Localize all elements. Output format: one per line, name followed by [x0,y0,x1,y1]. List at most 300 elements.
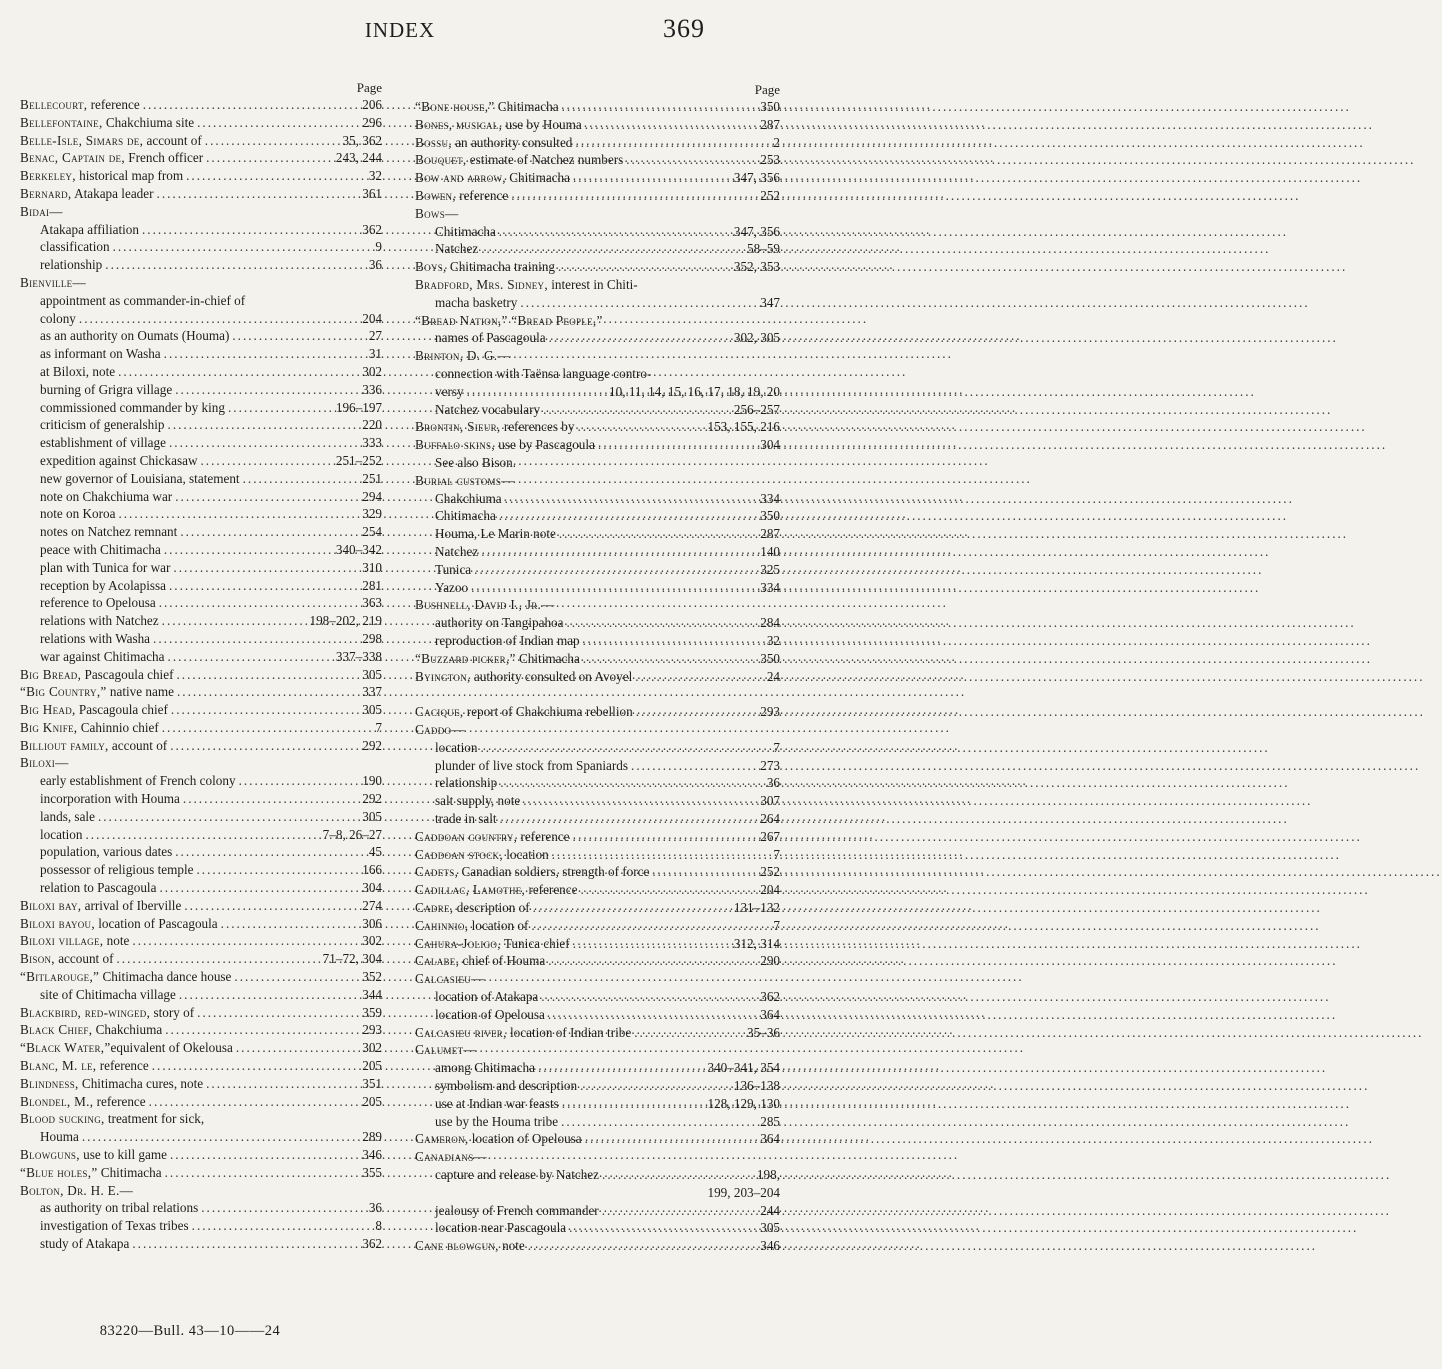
index-entry [415,561,780,579]
dot-leader [169,577,359,595]
entry-text [415,169,570,187]
entry-description: native name [106,684,174,700]
index-entry [415,187,780,205]
index-entry [415,205,780,223]
dot-leader [549,329,731,347]
entry-text [20,1146,167,1164]
index-entry [20,861,382,879]
dot-leader [206,1075,359,1093]
index-entry [415,276,780,294]
entry-text [20,1057,149,1075]
entry-description: Chitimacha [505,170,570,186]
entry-text [415,472,515,490]
entry-description: war against Chitimacha [40,648,165,664]
entry-heading: Bowen, [415,187,456,203]
page-reference: 7 [773,739,780,755]
index-entry [415,454,780,472]
page-reference: 243, 244 [335,150,382,166]
dot-leader [221,915,360,933]
page-reference: 350 [760,650,780,666]
entry-text [40,327,229,345]
entry-heading: Burial customs— [415,472,515,488]
entry-heading: Blondel, M., [20,1093,94,1109]
index-entry [20,149,382,167]
dot-leader [173,559,359,577]
dot-leader [206,149,333,167]
index-entry [415,258,780,276]
index-entry [20,808,382,826]
dot-leader [180,523,359,541]
entry-description: criticism of generalship [40,417,165,433]
dot-leader [186,167,366,185]
index-entry [20,897,382,915]
dot-leader [162,719,373,737]
dot-leader [200,452,332,470]
page-reference: 2 [773,134,780,150]
entry-description: relations with Natchez [40,613,159,629]
dot-leader [232,327,365,345]
page-reference: 347 [760,294,780,310]
entry-description: description of [453,900,530,916]
page-reference: 329 [362,506,382,522]
entry-text [20,96,140,114]
index-entry [20,203,382,221]
entry-heading: Calcasieu— [415,971,485,987]
dot-leader [538,1059,704,1077]
page-reference: 244 [760,1202,780,1218]
dot-leader [177,683,359,701]
index-entry [20,1164,382,1182]
dot-leader [575,134,770,152]
dot-leader [580,881,757,899]
index-entry [20,915,382,933]
entry-text [40,221,139,239]
index-entry [20,399,382,417]
dot-leader [561,1113,757,1131]
entry-description: use by the Houma tribe [435,1113,559,1129]
entry-heading: Cameron, [415,1131,469,1147]
entry-description: note on Chakchiuma war [40,488,173,504]
entry-description: incorporation with Houma [40,791,180,807]
page-reference: 252 [760,864,780,880]
page-reference: 256–257 [733,401,780,417]
entry-description: location of Opelousa [435,1006,545,1022]
index-entry [20,594,382,612]
page-reference: 305 [760,1220,780,1236]
entry-text [415,917,528,935]
entry-heading: Buffalo skins, [415,437,495,453]
entry-text [20,754,69,772]
entry-description: study of Atakapa [40,1236,130,1251]
page-reference: 264 [760,811,780,827]
page-reference: 347, 356 [733,170,780,186]
entry-text [415,899,530,917]
entry-description: establishment of village [40,435,166,451]
entry-text [40,416,165,434]
dot-leader [499,223,731,241]
index-entry [415,169,780,187]
entry-text [40,986,176,1004]
entry-heading: Caddoan country, [415,828,518,844]
entry-text [20,897,181,915]
entry-text [40,790,180,808]
page-reference: 32 [368,168,382,184]
page-reference: 128, 129, 130 [707,1095,780,1111]
dot-leader [520,294,757,312]
page-reference: 58–59 [747,241,780,257]
entry-description: salt supply, note [435,793,521,809]
entry-text [40,861,193,879]
index-entry [20,310,382,328]
dot-leader [585,116,758,134]
entry-description: Houma, Le Marin note [435,526,556,542]
page-reference: 204 [362,310,382,326]
entry-description: chief of Houma [459,953,546,969]
page-reference: 7 [375,719,382,735]
page-reference: 298 [362,630,382,646]
dot-leader [543,401,731,419]
entry-description: location [435,739,478,755]
entry-text [20,1110,204,1128]
dot-leader [511,187,757,205]
dot-leader [505,490,758,508]
index-entry [20,1182,382,1200]
entry-description: connection with Taënsa language contro- [435,365,652,381]
index-entry [415,774,780,792]
entry-description: relations with Washa [40,630,151,646]
index-entry [415,507,780,525]
dot-leader [236,1039,359,1057]
index-entry [20,772,382,790]
index-entry [20,666,382,684]
entry-text [415,668,632,686]
entry-heading: Cadre, [415,900,454,916]
entry-description: investigation of Texas tribes [40,1218,189,1234]
dot-leader [179,986,359,1004]
entry-text [435,1095,559,1113]
page-reference: 312, 314 [733,935,780,951]
entry-text [435,579,468,597]
entry-text [40,363,115,381]
page-reference: 254 [362,524,382,540]
index-entry [415,1077,780,1095]
entry-description: among Chitimacha [435,1060,535,1076]
index-entry [415,543,780,561]
dot-leader [562,98,758,116]
index-entry [20,1004,382,1022]
entry-description: report of Chakchiuma rebellion [463,704,633,720]
entry-heading: Calabe, [415,953,460,969]
dot-leader [573,169,731,187]
dot-leader [157,185,360,203]
entry-description: appointment as commander-in-chief of [40,292,246,308]
entry-description: reproduction of Indian map [435,632,580,648]
entry-text [40,612,159,630]
dot-leader [162,612,307,630]
dot-leader [164,541,333,559]
entry-description: capture and release by Natchez [435,1167,600,1183]
index-entry [415,846,780,864]
entry-description: equivalent of Okelousa [110,1040,233,1056]
dot-leader [573,828,758,846]
entry-heading: Bellefontaine, [20,114,103,130]
entry-text [415,436,595,454]
page-reference: 205 [362,1058,382,1074]
entry-text [415,418,574,436]
page-reference: 347, 356 [733,223,780,239]
page-reference: 362 [362,1236,382,1251]
dot-leader [165,1164,360,1182]
entry-text [435,739,477,757]
entry-text [40,772,236,790]
entry-text [20,1093,146,1111]
page-reference: 302 [362,363,382,379]
entry-text [415,205,458,223]
page-reference: 36 [368,1200,382,1216]
entry-heading: Brinton, D. G.— [415,348,511,364]
index-entry [415,223,780,241]
entry-description: population, various dates [40,844,173,860]
page-reference: 290 [760,953,780,969]
dot-leader [558,258,731,276]
page-reference: 251 [362,470,382,486]
page-column-label: Page [754,82,780,97]
dot-leader [143,96,360,114]
entry-description: Chakchiuma site [102,114,195,130]
entry-text [40,505,115,523]
index-entry [415,1148,780,1166]
entry-description: Chakchiuma [435,490,502,506]
entry-text [435,490,502,508]
index-entry [415,436,780,454]
entry-description: historical map from [75,168,184,184]
page-reference: 281 [362,577,382,593]
entry-text [415,650,580,668]
dot-leader [631,757,757,775]
dot-leader [533,899,731,917]
entry-text [415,1024,631,1042]
index-entry [20,114,382,132]
index-entry [415,1202,780,1220]
entry-text [435,614,563,632]
page-reference: 253 [760,152,780,168]
entry-description: reference to Opelousa [40,595,156,611]
page-reference: 355 [362,1164,382,1180]
entry-heading: Cane blowgun, [415,1238,499,1254]
dot-leader [552,846,771,864]
index-entry [415,525,780,543]
entry-description: treatment for sick, [104,1111,205,1127]
dot-leader [598,436,757,454]
entry-text [415,970,484,988]
index-entry [415,881,780,899]
dot-leader [153,630,359,648]
page-reference: 302, 305 [733,330,780,346]
entry-text [415,703,633,721]
entry-heading: Caddo— [415,722,465,738]
page-reference: 294 [362,488,382,504]
index-column-right [415,80,780,1255]
entry-heading: Bidai— [20,203,63,219]
index-entry [415,739,780,757]
index-entry [20,1128,382,1146]
entry-text [40,310,76,328]
entry-heading: Biloxi— [20,755,69,771]
page-reference: 340–341, 354 [707,1060,780,1076]
entry-description: Chitimacha [494,99,559,114]
dot-leader [142,221,359,239]
index-entry [415,1130,780,1148]
page-reference: 204 [760,882,780,898]
dot-leader [183,790,359,808]
entry-description: colony [40,310,76,326]
entry-text [40,630,150,648]
entry-heading: Bienville— [20,274,86,290]
entry-description: reference [96,1058,149,1074]
dot-leader [652,863,757,881]
entry-heading: Byington, [415,668,471,684]
dot-leader [528,1237,757,1255]
dot-leader [541,988,757,1006]
page-reference: 362 [760,989,780,1005]
page-reference: 35–36 [747,1024,780,1040]
entry-description: reference [517,828,570,844]
page-reference: 136–138 [733,1078,780,1094]
entry-text [415,1041,477,1059]
entry-description: possessor of religious temple [40,862,194,878]
entry-text [435,1077,577,1095]
entry-description: Canadian soldiers, strength of force [458,864,650,880]
entry-text [415,151,623,169]
entry-heading: Bradford, Mrs. Sidney, [415,276,548,292]
entry-text [40,879,156,897]
index-entry [415,383,780,401]
entry-description: commissioned commander by king [40,399,225,415]
index-entry [415,329,780,347]
entry-description: names of Pascagoula [435,330,546,346]
entry-text [40,577,166,595]
index-entry [415,1095,780,1113]
index-entry [20,221,382,239]
page-reference: 346 [760,1238,780,1254]
dot-leader [175,843,366,861]
dot-leader [471,579,757,597]
entry-description: peace with Chitimacha [40,541,161,557]
index-entry [20,416,382,434]
dot-leader [170,1146,359,1164]
page-reference: 336 [362,381,382,397]
index-entry [20,648,382,666]
entry-text [415,828,570,846]
dot-leader [197,114,359,132]
entry-text [415,952,545,970]
entry-text [435,365,651,383]
index-entry [20,1146,382,1164]
entry-heading: Bernard, [20,185,72,201]
entry-description: versy [435,383,464,399]
entry-description: Chitimacha dance house [99,969,232,985]
entry-text [20,149,203,167]
page-reference: 7 [773,846,780,862]
entry-description: plan with Tunica for war [40,559,171,575]
entry-text [435,1166,599,1184]
index-entry [20,754,382,772]
index-entry [20,577,382,595]
entry-description: reference [455,187,509,203]
dot-leader [149,1093,360,1111]
page-reference: 206 [362,97,382,112]
entry-text [40,808,95,826]
entry-text [435,329,546,347]
dot-leader [169,434,359,452]
page-reference: 273 [760,757,780,773]
entry-description: as informant on Washa [40,346,161,362]
page-reference: 340–342 [335,541,382,557]
dot-leader [480,739,770,757]
index-entry [20,719,382,737]
entry-text [415,721,465,739]
entry-text [40,238,110,256]
dot-leader [481,240,744,258]
index-entry [415,988,780,1006]
index-entry [415,151,780,169]
dot-leader [602,1202,758,1220]
signature-line: 83220—Bull. 43—10——24 [99,1323,281,1339]
entry-text [20,950,114,968]
index-entry [20,132,382,150]
index-entry [20,185,382,203]
entry-text [40,381,172,399]
index-entry [415,579,780,597]
index-entry [20,452,382,470]
index-entry [20,1110,382,1128]
page-reference: 334 [760,579,780,595]
index-entry [20,968,382,986]
entry-description: as an authority on Oumats (Houma) [40,328,230,344]
entry-text [40,1128,79,1146]
entry-text [435,561,471,579]
entry-heading: Big Head, [20,702,76,718]
dot-leader [573,935,731,953]
entry-heading: Boys, [415,259,447,275]
entry-description: Natchez [435,241,479,257]
index-entry [415,1024,780,1042]
index-entry [415,792,780,810]
entry-description: an authority consulted [451,134,573,150]
dot-leader [239,772,360,790]
index-entry [415,899,780,917]
entry-text [415,276,638,294]
entry-heading: Cacique, [415,704,464,720]
entry-description: Cahinnio chief [77,719,159,735]
page-reference: 190 [362,773,382,789]
entry-text [435,543,478,561]
entry-text [435,1202,599,1220]
entry-text [20,1039,233,1057]
dot-leader [228,399,333,417]
page-reference: 305 [362,702,382,718]
dot-leader [82,1128,359,1146]
entry-text [435,507,496,525]
index-entry [20,256,382,274]
entry-text [435,240,478,258]
dot-leader [205,132,340,150]
dot-leader [201,1199,366,1217]
entry-description: expedition against Chickasaw [40,452,198,468]
entry-description: account of [108,737,168,753]
page-reference: 32 [766,632,780,648]
page-reference: 289 [362,1129,382,1145]
